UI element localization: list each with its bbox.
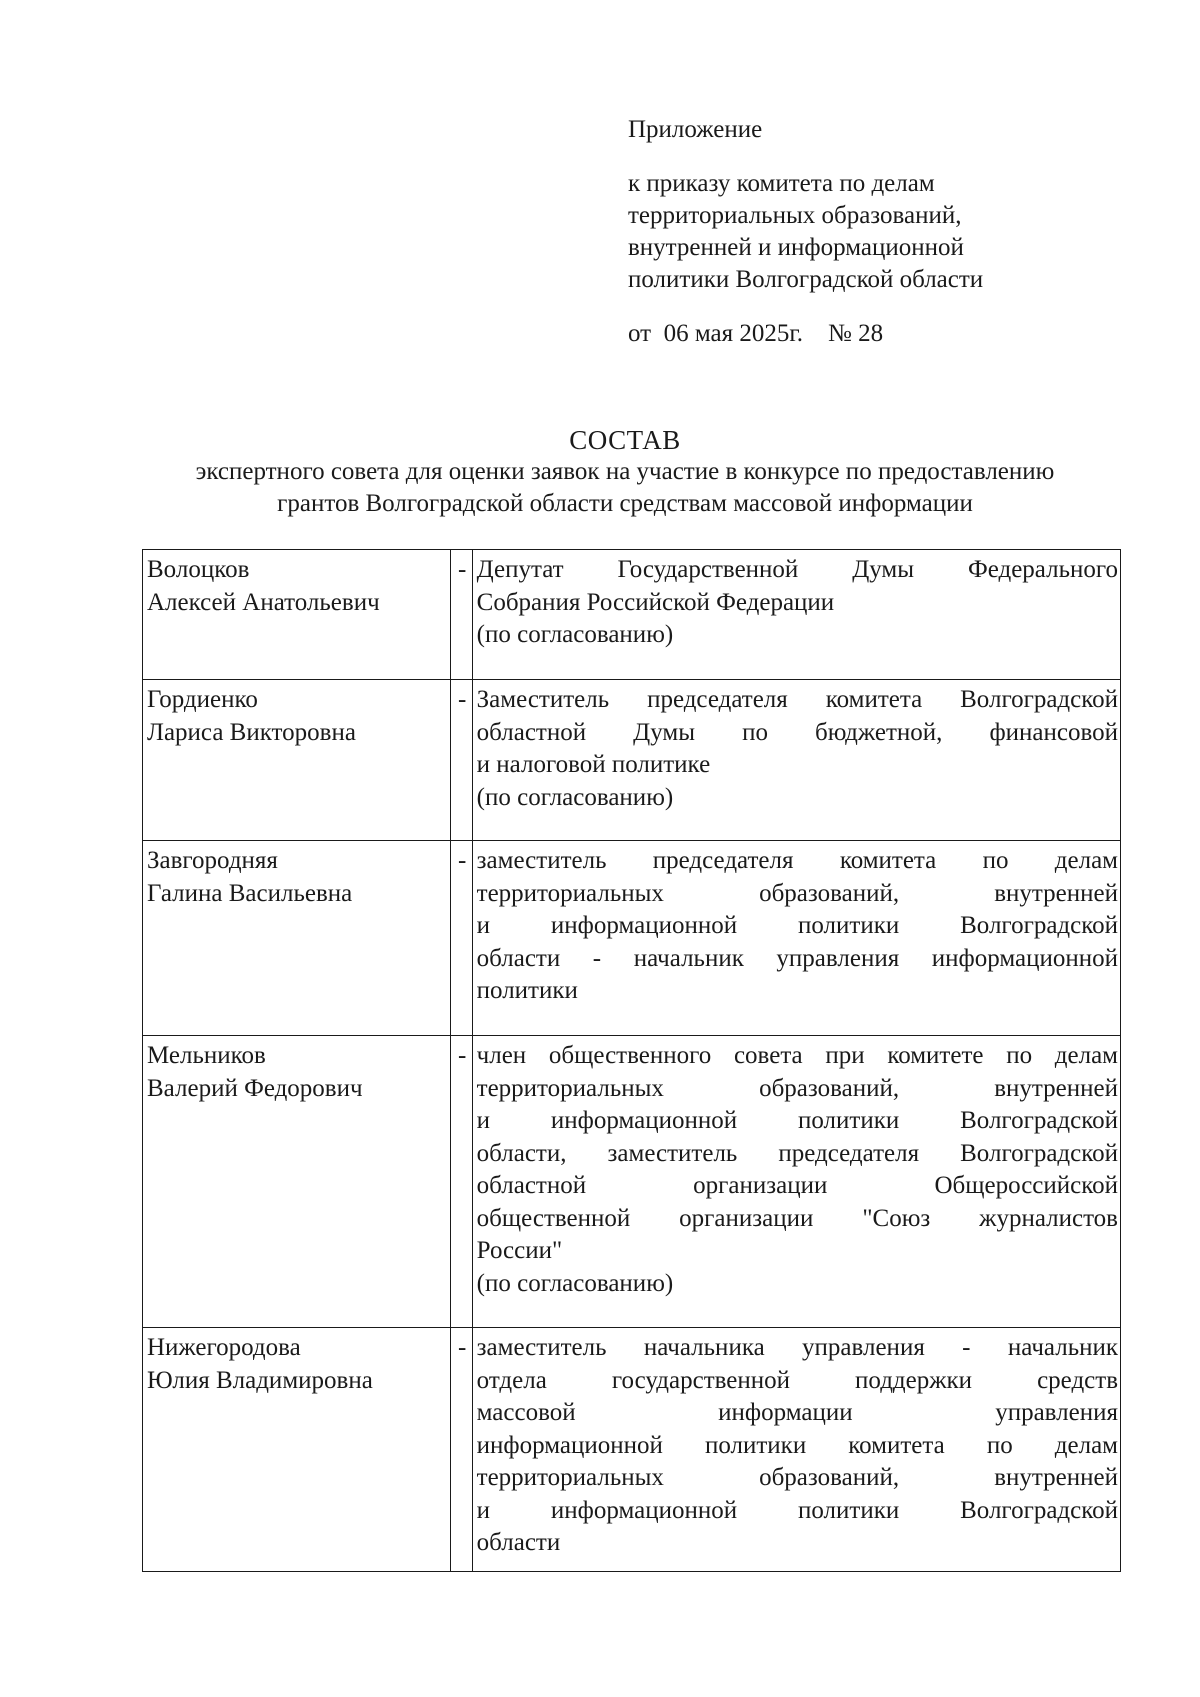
member-position-line: Заместитель председателя комитета Волгоградской: [476, 686, 1118, 713]
member-position-line: и информационной политики Волгоградской: [476, 1496, 1118, 1524]
member-dash: -: [450, 1036, 472, 1328]
order-date-number: от 06 мая 2025г. № 28: [628, 320, 884, 347]
member-position-line: политики: [476, 977, 578, 1004]
member-position-line: массовой информации управления: [476, 1399, 1118, 1426]
member-given-names: Галина Васильевна: [147, 879, 353, 907]
member-position-cell: [472, 1328, 1120, 1572]
member-position-line: общественной организации "Союз журналистов: [476, 1204, 1118, 1232]
member-given-names: Валерий Федорович: [147, 1074, 363, 1102]
member-dash: -: [450, 680, 472, 841]
member-position-cell: [472, 841, 1120, 1036]
member-position-line: и налоговой политике: [476, 751, 711, 778]
member-position-line: Собрания Российской Федерации: [476, 588, 835, 616]
members-table: [142, 549, 1121, 1572]
member-approval-note: (по согласованию): [476, 783, 674, 811]
member-position-line: отдела государственной поддержки средств: [476, 1366, 1118, 1394]
appendix-line: внутренней и информационной: [628, 234, 964, 261]
member-surname: Нижегородова: [147, 1334, 301, 1361]
document-heading: [0, 424, 1200, 520]
member-dash: -: [450, 550, 472, 680]
heading-subtitle-line: грантов Волгоградской области средствам массовой информации: [277, 490, 973, 517]
member-given-names: Алексей Анатольевич: [147, 588, 380, 616]
appendix-line: политики Волгоградской области: [628, 266, 984, 293]
member-approval-note: (по согласованию): [476, 621, 674, 648]
member-position-line: член общественного совета при комитете по делам: [476, 1042, 1118, 1069]
member-given-names: Лариса Викторовна: [147, 718, 356, 746]
member-position-cell: [472, 550, 1120, 680]
heading-title: СОСТАВ: [569, 425, 681, 455]
appendix-line: территориальных образований,: [628, 202, 962, 229]
member-position-line: информационной политики комитета по делам: [476, 1431, 1118, 1459]
member-position-line: территориальных образований, внутренней: [476, 1464, 1118, 1491]
member-name-cell: [143, 1328, 451, 1572]
member-position-line: и информационной политики Волгоградской: [476, 912, 1118, 939]
member-name-cell: [143, 680, 451, 841]
member-position-line: заместитель председателя комитета по делам: [476, 847, 1118, 874]
member-surname: Завгородняя: [147, 847, 278, 874]
member-position-line: областной организации Общероссийской: [476, 1172, 1118, 1199]
member-position-line: области, заместитель председателя Волгоградской: [476, 1139, 1118, 1167]
member-position-line: территориальных образований, внутренней: [476, 879, 1118, 907]
member-row: [143, 1036, 1121, 1328]
member-given-names: Юлия Владимировна: [147, 1366, 373, 1394]
member-position-line: России": [476, 1237, 563, 1264]
member-position-line: Депутат Государственной Думы Федерального: [476, 556, 1118, 583]
members-table-body: [143, 550, 1121, 1572]
heading-subtitle-line: экспертного совета для оценки заявок на участие в конкурсе по предоставлению: [195, 458, 1055, 485]
member-dash: -: [450, 1328, 472, 1572]
member-position-line: территориальных образований, внутренней: [476, 1074, 1118, 1102]
member-position-cell: [472, 1036, 1120, 1328]
appendix-title: Приложение: [628, 116, 763, 143]
appendix-block: [628, 114, 983, 350]
member-row: [143, 550, 1121, 680]
member-name-cell: [143, 1036, 451, 1328]
member-position-line: областной Думы по бюджетной, финансовой: [476, 718, 1118, 746]
member-position-line: заместитель начальника управления - начальник: [476, 1334, 1118, 1361]
member-name-cell: [143, 550, 451, 680]
member-surname: Волоцков: [147, 556, 250, 583]
member-row: [143, 680, 1121, 841]
member-position-line: области: [476, 1529, 561, 1556]
member-row: [143, 841, 1121, 1036]
member-position-cell: [472, 680, 1120, 841]
member-position-line: и информационной политики Волгоградской: [476, 1107, 1118, 1134]
appendix-line: к приказу комитета по делам: [628, 170, 935, 197]
member-name-cell: [143, 841, 451, 1036]
member-surname: Гордиенко: [147, 686, 258, 713]
member-position-line: области - начальник управления информационной: [476, 944, 1118, 972]
member-surname: Мельников: [147, 1042, 266, 1069]
member-dash: -: [450, 841, 472, 1036]
member-approval-note: (по согласованию): [476, 1269, 674, 1297]
member-row: [143, 1328, 1121, 1572]
